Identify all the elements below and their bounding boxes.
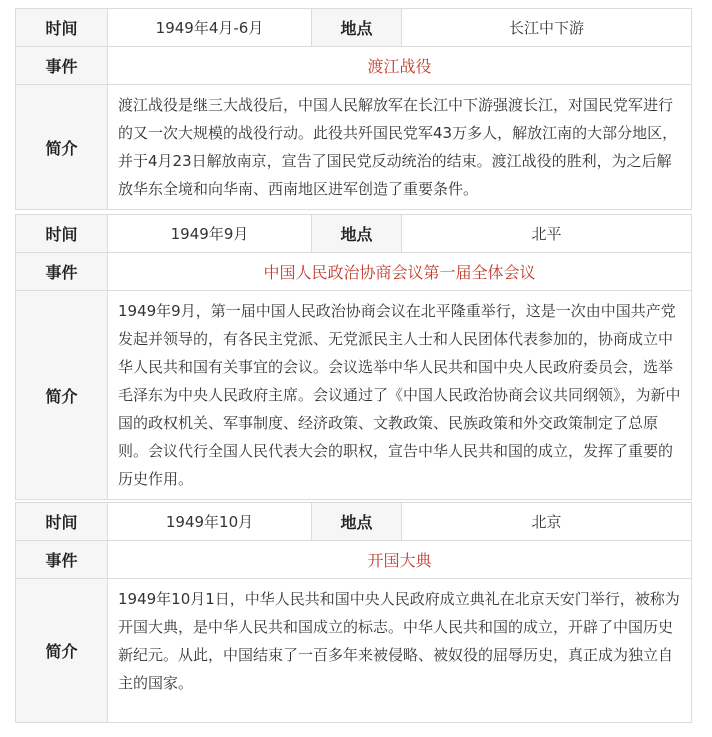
summary-label: 简介 <box>16 291 108 500</box>
event-title: 中国人民政治协商会议第一届全体会议 <box>108 253 692 291</box>
place-label: 地点 <box>312 503 402 541</box>
summary-text: 渡江战役是继三大战役后，中国人民解放军在长江中下游强渡长江，对国民党军进行的又一次大规模的战役行动。此役共歼国民党军43万多人，解放江南的大部分地区，并于4月23日解放南京，宣告了国民党反动统治的结束。渡江战役的胜利，为之后解放华东全境和向华南、西南地区进军创造了重要条件。 <box>108 85 692 210</box>
event-card <box>15 214 692 500</box>
time-value: 1949年4月-6月 <box>108 9 312 47</box>
event-card <box>15 8 692 210</box>
time-label: 时间 <box>16 503 108 541</box>
event-label: 事件 <box>16 253 108 291</box>
event-card <box>15 502 692 723</box>
place-label: 地点 <box>312 9 402 47</box>
event-title: 开国大典 <box>108 541 692 579</box>
event-title: 渡江战役 <box>108 47 692 85</box>
time-label: 时间 <box>16 9 108 47</box>
place-value: 长江中下游 <box>402 9 692 47</box>
time-label: 时间 <box>16 215 108 253</box>
place-value: 北平 <box>402 215 692 253</box>
summary-label: 简介 <box>16 579 108 723</box>
event-label: 事件 <box>16 47 108 85</box>
summary-text: 1949年10月1日，中华人民共和国中央人民政府成立典礼在北京天安门举行，被称为开国大典，是中华人民共和国成立的标志。中华人民共和国的成立，开辟了中国历史新纪元。从此，中国结束了一百多年来被侵略、被奴役的屈辱历史，真正成为独立自主的国家。 <box>108 579 692 723</box>
time-value: 1949年10月 <box>108 503 312 541</box>
place-label: 地点 <box>312 215 402 253</box>
place-value: 北京 <box>402 503 692 541</box>
summary-label: 简介 <box>16 85 108 210</box>
time-value: 1949年9月 <box>108 215 312 253</box>
event-label: 事件 <box>16 541 108 579</box>
summary-text: 1949年9月，第一届中国人民政治协商会议在北平隆重举行，这是一次由中国共产党发起并领导的，有各民主党派、无党派民主人士和人民团体代表参加的，协商成立中华人民共和国有关事宜的会议。会议选举中华人民共和国中央人民政府委员会，选举毛泽东为中央人民政府主席。会议通过了《中国人民政治协商会议共同纲领》，为新中国的政权机关、军事制度、经济政策、文教政策、民族政策和外交政策制定了总原则。会议代行全国人民代表大会的职权，宣告中华人民共和国的成立，发挥了重要的历史作用。 <box>108 291 692 500</box>
